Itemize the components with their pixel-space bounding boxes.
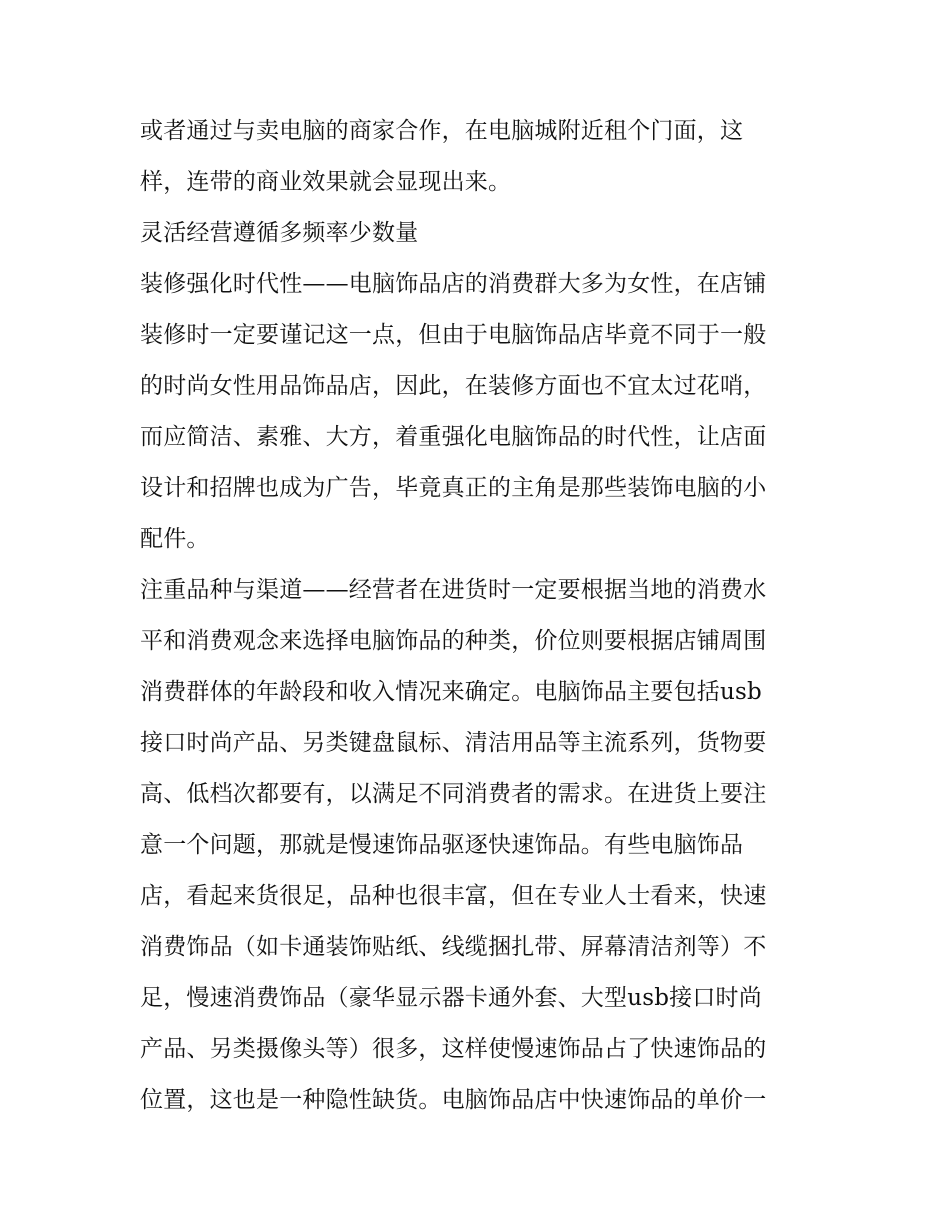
section-heading: 灵活经营遵循多频率少数量	[140, 220, 419, 246]
text-line: 接口时尚产品、另类键盘鼠标、清洁用品等主流系列，货物要	[140, 730, 767, 756]
text-line: 样，连带的商业效果就会显现出来。	[140, 169, 512, 195]
text-line: 位置，这也是一种隐性缺货。电脑饰品店中快速饰品的单价一	[140, 1087, 767, 1113]
text-line: 装修强化时代性——电脑饰品店的消费群大多为女性，在店铺	[140, 271, 767, 297]
text-line: 装修时一定要谨记这一点，但由于电脑饰品店毕竟不同于一般	[140, 322, 767, 348]
text-line: 消费群体的年龄段和收入情况来确定。电脑饰品主要包括usb	[140, 679, 762, 705]
text-line: 消费饰品（如卡通装饰贴纸、线缆捆扎带、屏幕清洁剂等）不	[140, 934, 767, 960]
text-line: 足，慢速消费饰品（豪华显示器卡通外套、大型usb接口时尚	[140, 985, 762, 1011]
text-line: 的时尚女性用品饰品店，因此，在装修方面也不宜太过花哨，	[140, 373, 767, 399]
text-line: 意一个问题，那就是慢速饰品驱逐快速饰品。有些电脑饰品	[140, 832, 744, 858]
text-line: 平和消费观念来选择电脑饰品的种类，价位则要根据店铺周围	[140, 628, 767, 654]
text-line: 或者通过与卖电脑的商家合作，在电脑城附近租个门面，这	[140, 118, 744, 144]
document-body	[140, 106, 812, 1126]
text-line: 产品、另类摄像头等）很多，这样使慢速饰品占了快速饰品的	[140, 1036, 767, 1062]
text-line: 设计和招牌也成为广告，毕竟真正的主角是那些装饰电脑的小	[140, 475, 767, 501]
text-line: 配件。	[140, 526, 210, 552]
text-line: 而应简洁、素雅、大方，着重强化电脑饰品的时代性，让店面	[140, 424, 767, 450]
text-line: 高、低档次都要有，以满足不同消费者的需求。在进货上要注	[140, 781, 767, 807]
text-line: 店，看起来货很足，品种也很丰富，但在专业人士看来，快速	[140, 883, 767, 909]
text-line: 注重品种与渠道——经营者在进货时一定要根据当地的消费水	[140, 577, 767, 603]
